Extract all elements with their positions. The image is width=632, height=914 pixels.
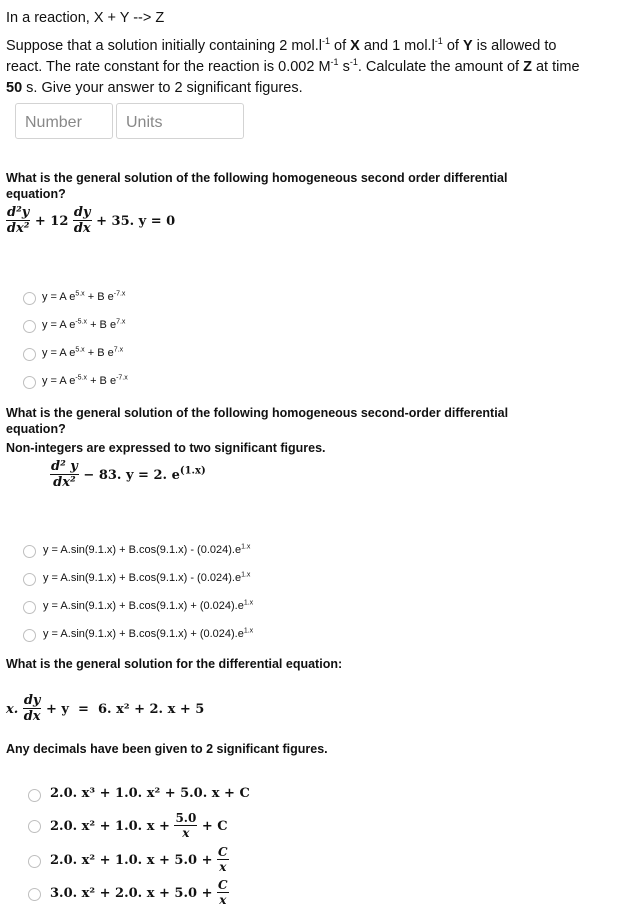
q4-option-1-radio[interactable] bbox=[28, 789, 41, 802]
q3-text-line-3: Non-integers are expressed to two significant figures. bbox=[6, 441, 326, 455]
q2-option-1-label[interactable]: y = A $e^{5.x} + B$ $e^{-7.x}$ bbox=[42, 290, 126, 303]
q2-text-line-2: equation? bbox=[6, 187, 66, 201]
q3-text-line-2: equation? bbox=[6, 422, 66, 436]
q2-text-line-1: What is the general solution of the following homogeneous second order differential bbox=[6, 171, 508, 185]
q3-option-4-label[interactable]: $y = A.\sin(9.1.x) + B.\cos(9.1.x) + (0.024).e^{1.x}$ bbox=[43, 627, 254, 640]
q1-line-2: Suppose that a solution initially containing 2 $mol.l^{-1}$ of X and 1 $mol.l^{-1}$ of Y is allowed to bbox=[6, 36, 557, 54]
q2-equation: $\frac{\text{d²y}}{\text{dx²}}$ + 12 $\frac{dy}{dx}$ + 35. y = 0 bbox=[6, 205, 176, 237]
q3-option-4-radio[interactable] bbox=[23, 629, 36, 642]
q3-option-3-radio[interactable] bbox=[23, 601, 36, 614]
q2-option-2-radio[interactable] bbox=[23, 320, 36, 333]
q2-option-3-label[interactable]: y = A $e^{5.x} + B$ $e^{7.x}$ bbox=[42, 346, 124, 359]
units-placeholder: Units bbox=[126, 114, 163, 131]
q1-line-4: 50 s. Give your answer to 2 significant figures. bbox=[6, 80, 303, 96]
q3-text-line-1: What is the general solution of the following homogeneous second-order differential bbox=[6, 406, 509, 420]
q4-text-line-1: What is the general solution for the differential equation: bbox=[6, 657, 343, 671]
q4-option-1-label[interactable]: 2.0. x³ + 1.0. x² + 5.0. x + C bbox=[50, 786, 250, 801]
q4-option-3-label[interactable]: 2.0. x² + 1.0. x + 5.0 + $\frac{C}{x}$ bbox=[50, 845, 228, 875]
q3-option-2-radio[interactable] bbox=[23, 573, 36, 586]
q3-option-1-radio[interactable] bbox=[23, 545, 36, 558]
q3-option-2-label[interactable]: $y = A.\sin(9.1.x) + B.\cos(9.1.x) - (0.024).e^{1.x}$ bbox=[43, 571, 251, 584]
number-input[interactable] bbox=[15, 103, 113, 139]
number-placeholder: Number bbox=[25, 114, 82, 131]
q4-equation: x. $\frac{dy}{dx}$ + y = 6. x² + 2. x + 5 bbox=[6, 693, 205, 725]
q2-option-3-radio[interactable] bbox=[23, 348, 36, 361]
q4-option-4-label[interactable]: 3.0. x² + 2.0. x + 5.0 + $\frac{C}{x}$ bbox=[50, 878, 228, 908]
q2-option-1-radio[interactable] bbox=[23, 292, 36, 305]
q1-line-1: In a reaction, X + Y --> Z bbox=[6, 10, 165, 26]
q2-option-4-label[interactable]: y = A $e^{-5.x} + B$ $e^{-7.x}$ bbox=[42, 374, 128, 387]
q4-option-2-radio[interactable] bbox=[28, 820, 41, 833]
q2-option-2-label[interactable]: y = A $e^{-5.x} + B$ $e^{7.x}$ bbox=[42, 318, 126, 331]
q4-option-2-label[interactable]: 2.0. x² + 1.0. x + $\frac{5.0}{x}$ + C bbox=[50, 811, 228, 841]
q1-line-3: react. The rate constant for the reaction is 0.002 $M^{-1}$ $s^{-1}$. Calculate the amount of Z at time bbox=[6, 57, 580, 75]
q4-option-4-radio[interactable] bbox=[28, 888, 41, 901]
q4-note: Any decimals have been given to 2 significant figures. bbox=[6, 742, 328, 756]
q4-option-3-radio[interactable] bbox=[28, 855, 41, 868]
q3-equation: $\frac{\text{d² y}}{\text{dx²}}$ − 83. y = 2. $e^{(1.x)}$ bbox=[51, 459, 206, 491]
q3-option-3-label[interactable]: $y = A.\sin(9.1.x) + B.\cos(9.1.x) + (0.024).e^{1.x}$ bbox=[43, 599, 254, 612]
q3-option-1-label[interactable]: $y = A.\sin(9.1.x) + B.\cos(9.1.x) - (0.024).e^{1.x}$ bbox=[43, 543, 251, 556]
q2-option-4-radio[interactable] bbox=[23, 376, 36, 389]
units-input[interactable] bbox=[116, 103, 244, 139]
